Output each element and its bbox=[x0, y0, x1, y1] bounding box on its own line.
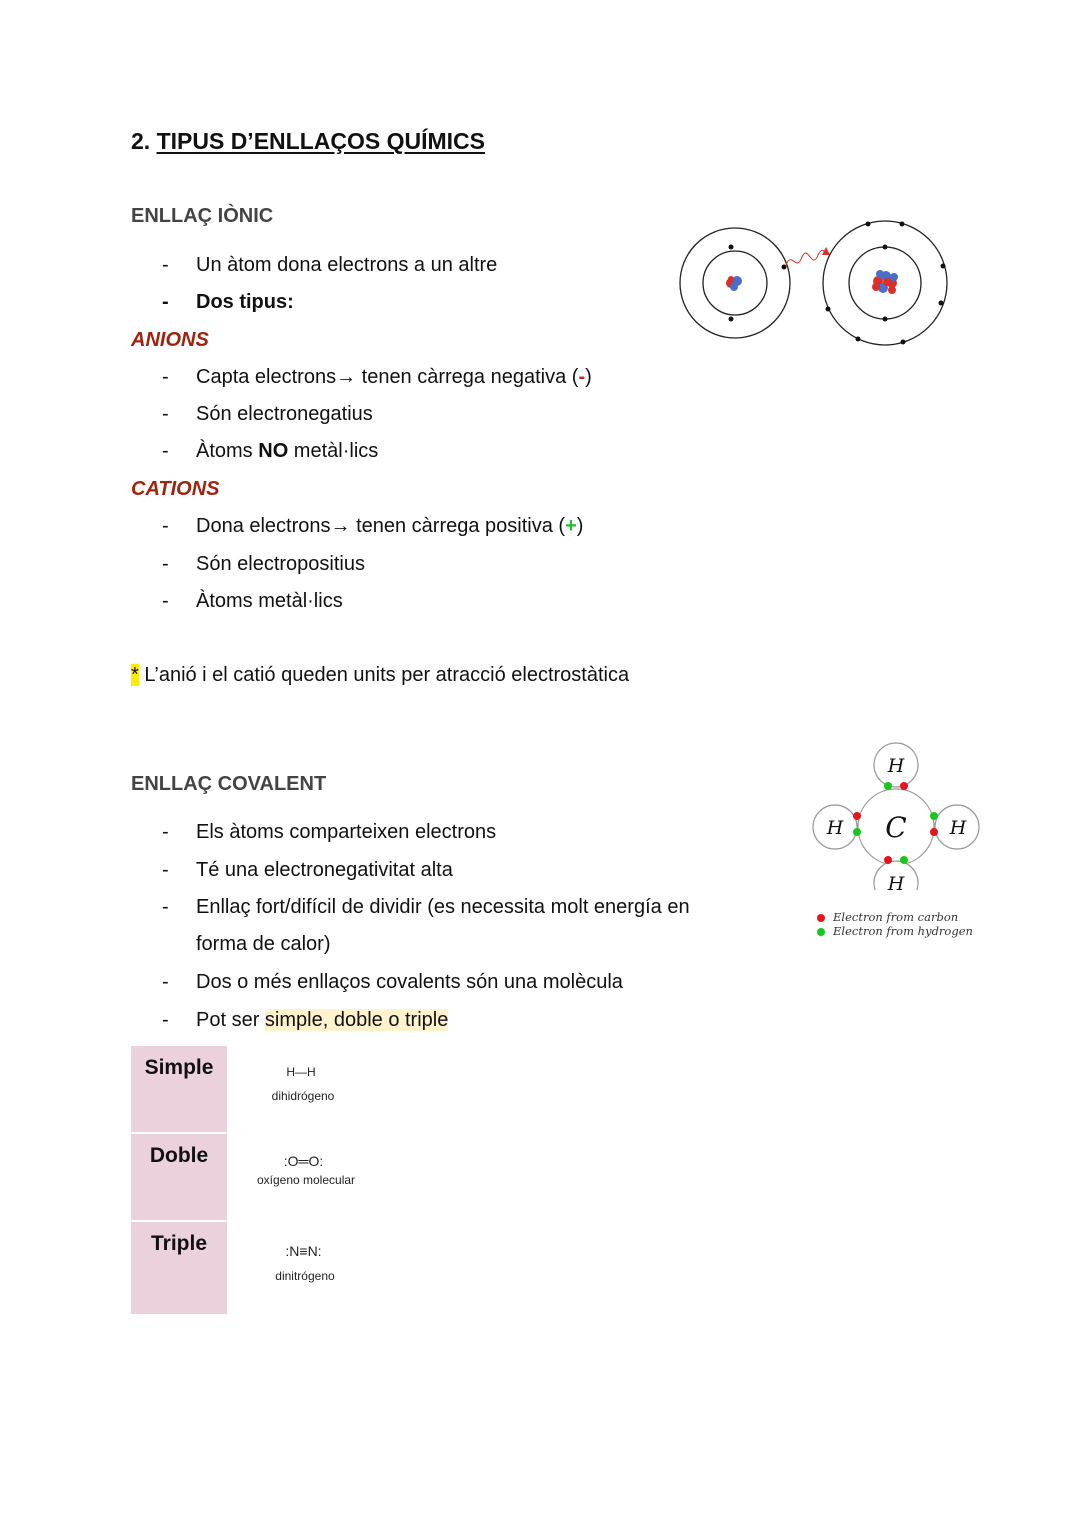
list-item: - Pot ser simple, doble o triple bbox=[162, 1009, 449, 1031]
covalent-heading: ENLLAÇ COVALENT bbox=[131, 773, 327, 795]
legend-item-hydrogen: Electron from hydrogen bbox=[817, 924, 973, 938]
svg-text:C: C bbox=[885, 811, 907, 844]
page-title bbox=[131, 128, 485, 155]
formula-name: dinitrógeno bbox=[275, 1269, 335, 1283]
bond-row-simple: Simple bbox=[131, 1046, 227, 1132]
highlighted-text: simple, doble o triple bbox=[264, 1009, 449, 1031]
list-item: - Un àtom dona electrons a un altre bbox=[162, 254, 498, 276]
formula-name: oxígeno molecular bbox=[256, 1173, 356, 1187]
formula-n2: :N≡N: bbox=[285, 1243, 322, 1259]
list-item: - Capta electrons→ tenen càrrega negativa (-) bbox=[162, 366, 592, 388]
bond-row-triple: Triple bbox=[131, 1222, 227, 1314]
title-number: 2. bbox=[131, 128, 151, 154]
formula-name: dihidrógeno bbox=[271, 1089, 335, 1103]
green-dot-icon bbox=[817, 928, 825, 936]
title-text: TIPUS D’ENLLAÇOS QUÍMICS bbox=[156, 128, 485, 154]
list-item: - Dos o més enllaços covalents són una molècula bbox=[162, 971, 623, 993]
svg-text:H: H bbox=[887, 755, 905, 777]
list-item: - Àtoms NO metàl·lics bbox=[162, 440, 379, 462]
note-star: * bbox=[131, 664, 139, 686]
svg-text:H: H bbox=[887, 873, 905, 890]
ionic-bond-diagram bbox=[670, 215, 960, 355]
negative-sign: - bbox=[578, 366, 586, 388]
list-item: - Són electronegatius bbox=[162, 403, 373, 425]
list-item: - Són electropositius bbox=[162, 553, 365, 575]
methane-covalent-diagram bbox=[812, 740, 982, 890]
legend-item-carbon: Electron from carbon bbox=[817, 910, 973, 924]
list-item: - Dos tipus: bbox=[162, 291, 294, 313]
positive-sign: + bbox=[565, 515, 577, 537]
formula-o2: :O═O: bbox=[283, 1153, 324, 1169]
list-item: - Els àtoms comparteixen electrons bbox=[162, 821, 497, 843]
list-item: - Dona electrons→ tenen càrrega positiva (+) bbox=[162, 515, 584, 537]
list-item: - Enllaç fort/difícil de dividir (es necessita molt energía en bbox=[162, 896, 690, 918]
ionic-note: * L’anió i el catió queden units per atracció electrostàtica bbox=[131, 664, 630, 686]
methane-legend bbox=[817, 910, 973, 938]
cations-heading: CATIONS bbox=[131, 478, 220, 500]
svg-text:H: H bbox=[949, 817, 967, 839]
list-item: - Àtoms metàl·lics bbox=[162, 590, 343, 612]
ionic-heading: ENLLAÇ IÒNIC bbox=[131, 205, 274, 227]
formula-h2: H—H bbox=[286, 1065, 316, 1079]
list-item: - Té una electronegativitat alta bbox=[162, 859, 453, 881]
bond-row-doble: Doble bbox=[131, 1134, 227, 1220]
anions-heading: ANIONS bbox=[131, 329, 209, 351]
red-dot-icon bbox=[817, 914, 825, 922]
svg-text:H: H bbox=[826, 817, 844, 839]
list-item-continuation: forma de calor) bbox=[196, 933, 331, 955]
